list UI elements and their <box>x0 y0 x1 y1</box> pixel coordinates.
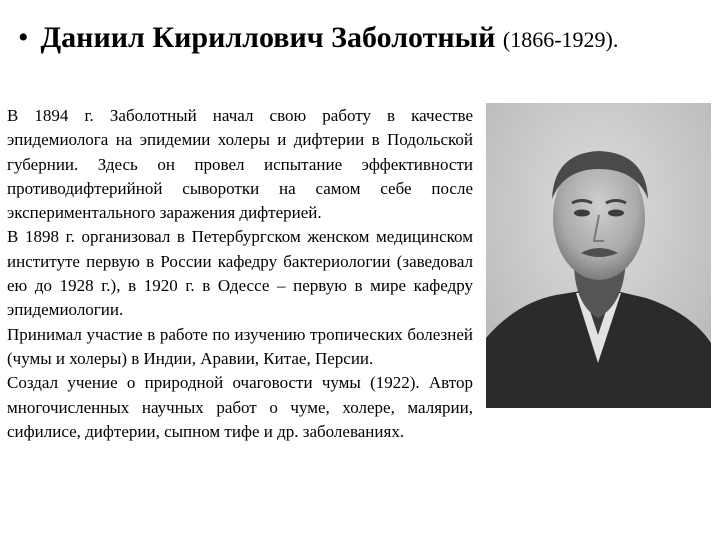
slide-title <box>18 18 708 60</box>
title-name: Даниил Кириллович Заболотный <box>40 21 496 54</box>
portrait-left-eye <box>574 210 590 217</box>
biography-text <box>7 104 473 444</box>
portrait-illustration <box>486 103 711 408</box>
biography-paragraph-2: В 1898 г. организовал в Петербургском женском медицинском институте первую в России кафедру бактериологии (заведовал ею до 1928 г.), в 1920 г. в Одессе – первую в мире кафедру эпидемиологии. <box>7 227 473 320</box>
title-bullet: • <box>18 21 29 54</box>
portrait-right-eye <box>608 210 624 217</box>
portrait-photo <box>486 103 711 408</box>
title-years: (1866-1929). <box>502 27 619 52</box>
biography-paragraph-3: Принимал участие в работе по изучению тропических болезней (чумы и холеры) в Индии, Аравии, Китае, Персии. <box>7 324 473 368</box>
biography-paragraph-4: Создал учение о природной очаговости чумы (1922). Автор многочисленных научных работ о чуме, холере, малярии, сифилисе, дифтерии, сыпном тифе и др. заболеваниях. <box>7 373 473 441</box>
biography-paragraph-1: В 1894 г. Заболотный начал свою работу в качестве эпидемиолога на эпидемии холеры и дифтерии в Подольской губернии. Здесь он провел испытание эффективности противодифтерийной сыворотки на самом себе после экспериментального заражения дифтерией. <box>7 106 473 223</box>
